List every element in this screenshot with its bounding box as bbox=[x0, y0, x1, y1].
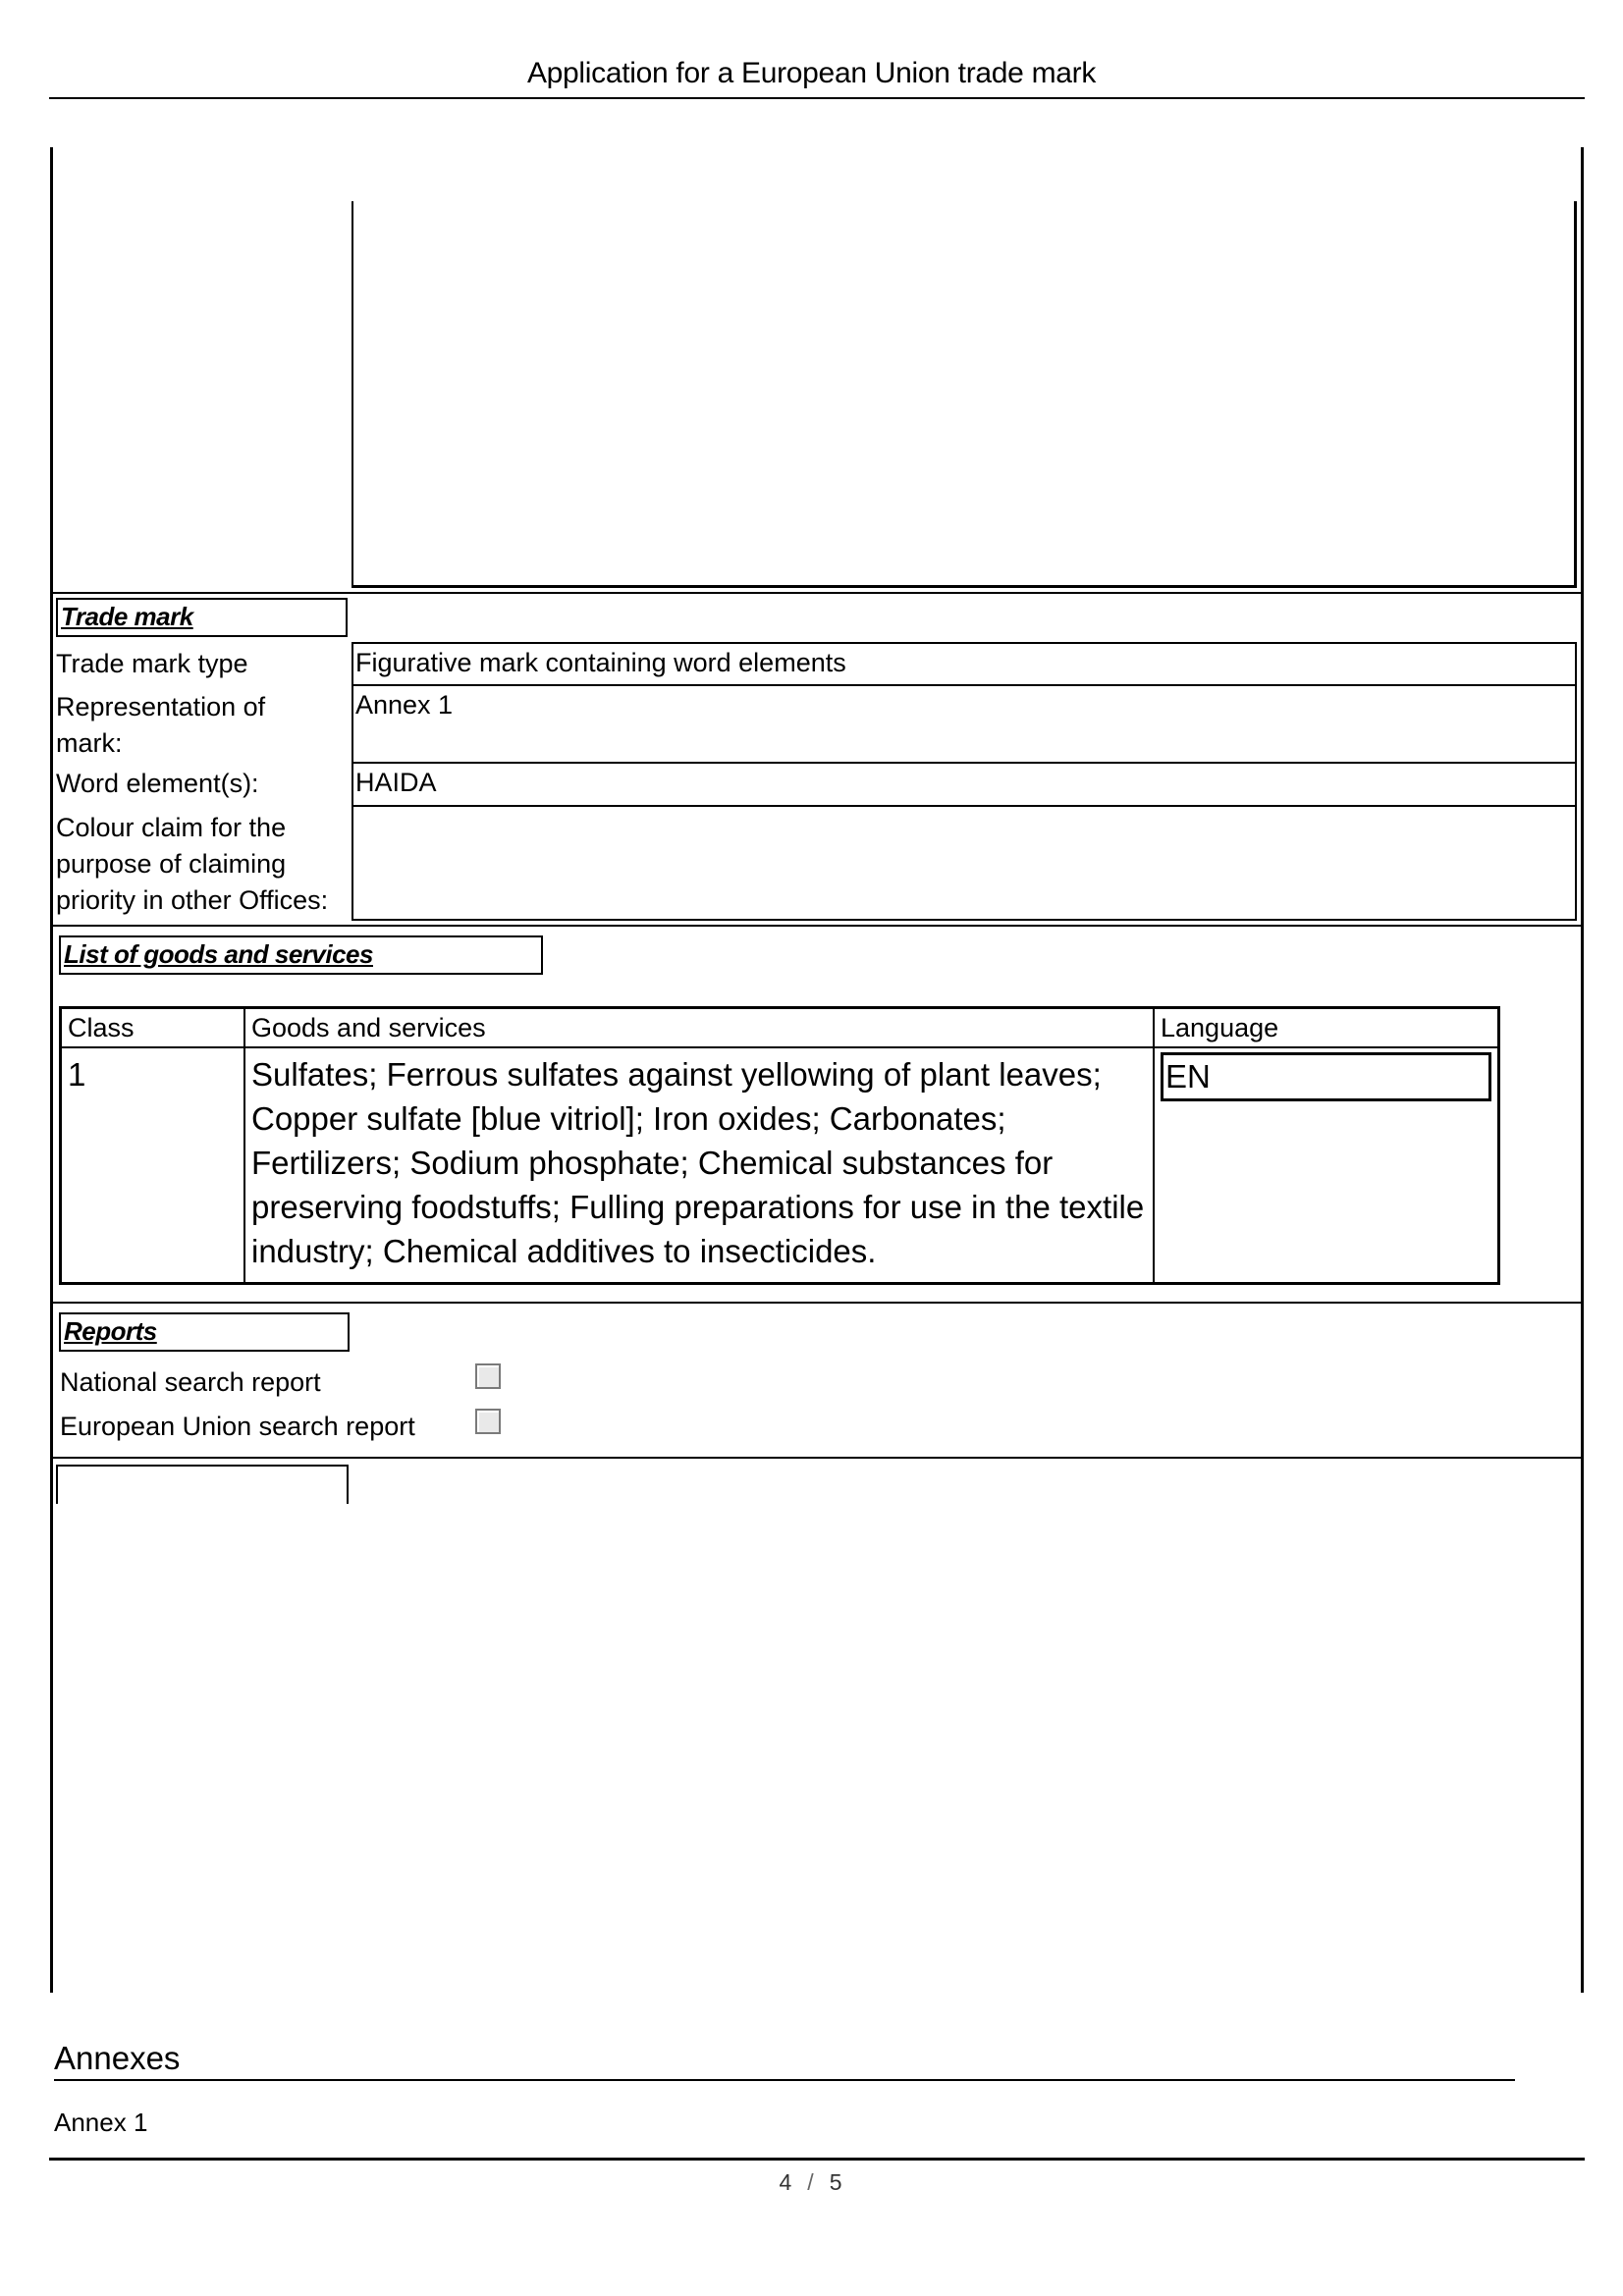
trade-mark-type-label: Trade mark type bbox=[56, 649, 248, 678]
colour-claim-value bbox=[352, 805, 1577, 921]
word-elements-value: HAIDA bbox=[352, 762, 1577, 807]
annex-item[interactable]: Annex 1 bbox=[54, 2108, 148, 2137]
page-current: 4 bbox=[779, 2169, 794, 2195]
column-header-goods: Goods and services bbox=[244, 1008, 1154, 1048]
annexes-rule bbox=[54, 2079, 1515, 2081]
form-left-border bbox=[50, 147, 53, 1993]
trade-mark-section-title: Trade mark bbox=[56, 598, 348, 637]
goods-services-table bbox=[59, 1006, 1500, 1285]
empty-box-right bbox=[1574, 201, 1577, 587]
table-row bbox=[61, 1047, 1499, 1284]
section-divider bbox=[50, 925, 1584, 927]
national-search-report-label: National search report bbox=[60, 1367, 321, 1397]
empty-title-box-right bbox=[347, 1465, 349, 1504]
word-elements-label: Word element(s): bbox=[56, 769, 259, 798]
national-search-report-checkbox[interactable] bbox=[475, 1363, 501, 1389]
table-header-row bbox=[61, 1008, 1499, 1048]
section-divider bbox=[50, 1302, 1584, 1304]
page-separator: / bbox=[807, 2169, 816, 2195]
class-cell: 1 bbox=[61, 1047, 245, 1284]
footer-rule bbox=[49, 2158, 1585, 2161]
colour-claim-label: Colour claim for the purpose of claiming priority in other Offices: bbox=[56, 813, 329, 915]
eu-search-report-checkbox[interactable] bbox=[475, 1409, 501, 1434]
eu-search-report-label: European Union search report bbox=[60, 1412, 415, 1441]
annexes-heading: Annexes bbox=[54, 2040, 181, 2076]
section-divider bbox=[50, 592, 1584, 594]
empty-box-left bbox=[352, 201, 353, 587]
empty-title-box-top bbox=[56, 1465, 349, 1467]
representation-label: Representation of mark: bbox=[56, 692, 266, 758]
form-right-border bbox=[1581, 147, 1584, 1993]
language-cell bbox=[1154, 1047, 1499, 1284]
column-header-language: Language bbox=[1154, 1008, 1499, 1048]
reports-section-title: Reports bbox=[59, 1312, 350, 1352]
representation-value: Annex 1 bbox=[352, 684, 1577, 764]
column-header-class: Class bbox=[61, 1008, 245, 1048]
language-value: EN bbox=[1161, 1052, 1491, 1101]
goods-cell: Sulfates; Ferrous sulfates against yellowing of plant leaves; Copper sulfate [blue vitriol]; Iron oxides; Carbonates; Fertilizers; Sodium phosphate; Chemical substances for preserving foodstuffs; Fulling preparations for use in the textile industry; Chemical additives to insecticides. bbox=[244, 1047, 1154, 1284]
goods-services-section-title: List of goods and services bbox=[59, 935, 543, 975]
page-total: 5 bbox=[829, 2169, 844, 2195]
empty-title-box-left bbox=[56, 1465, 58, 1504]
empty-box-bottom bbox=[352, 585, 1577, 588]
header-rule bbox=[49, 97, 1585, 99]
trade-mark-type-value: Figurative mark containing word elements bbox=[352, 642, 1577, 686]
section-divider bbox=[50, 1457, 1584, 1459]
document-title: Application for a European Union trade mark bbox=[526, 57, 1097, 89]
page-number bbox=[0, 2169, 1623, 2196]
